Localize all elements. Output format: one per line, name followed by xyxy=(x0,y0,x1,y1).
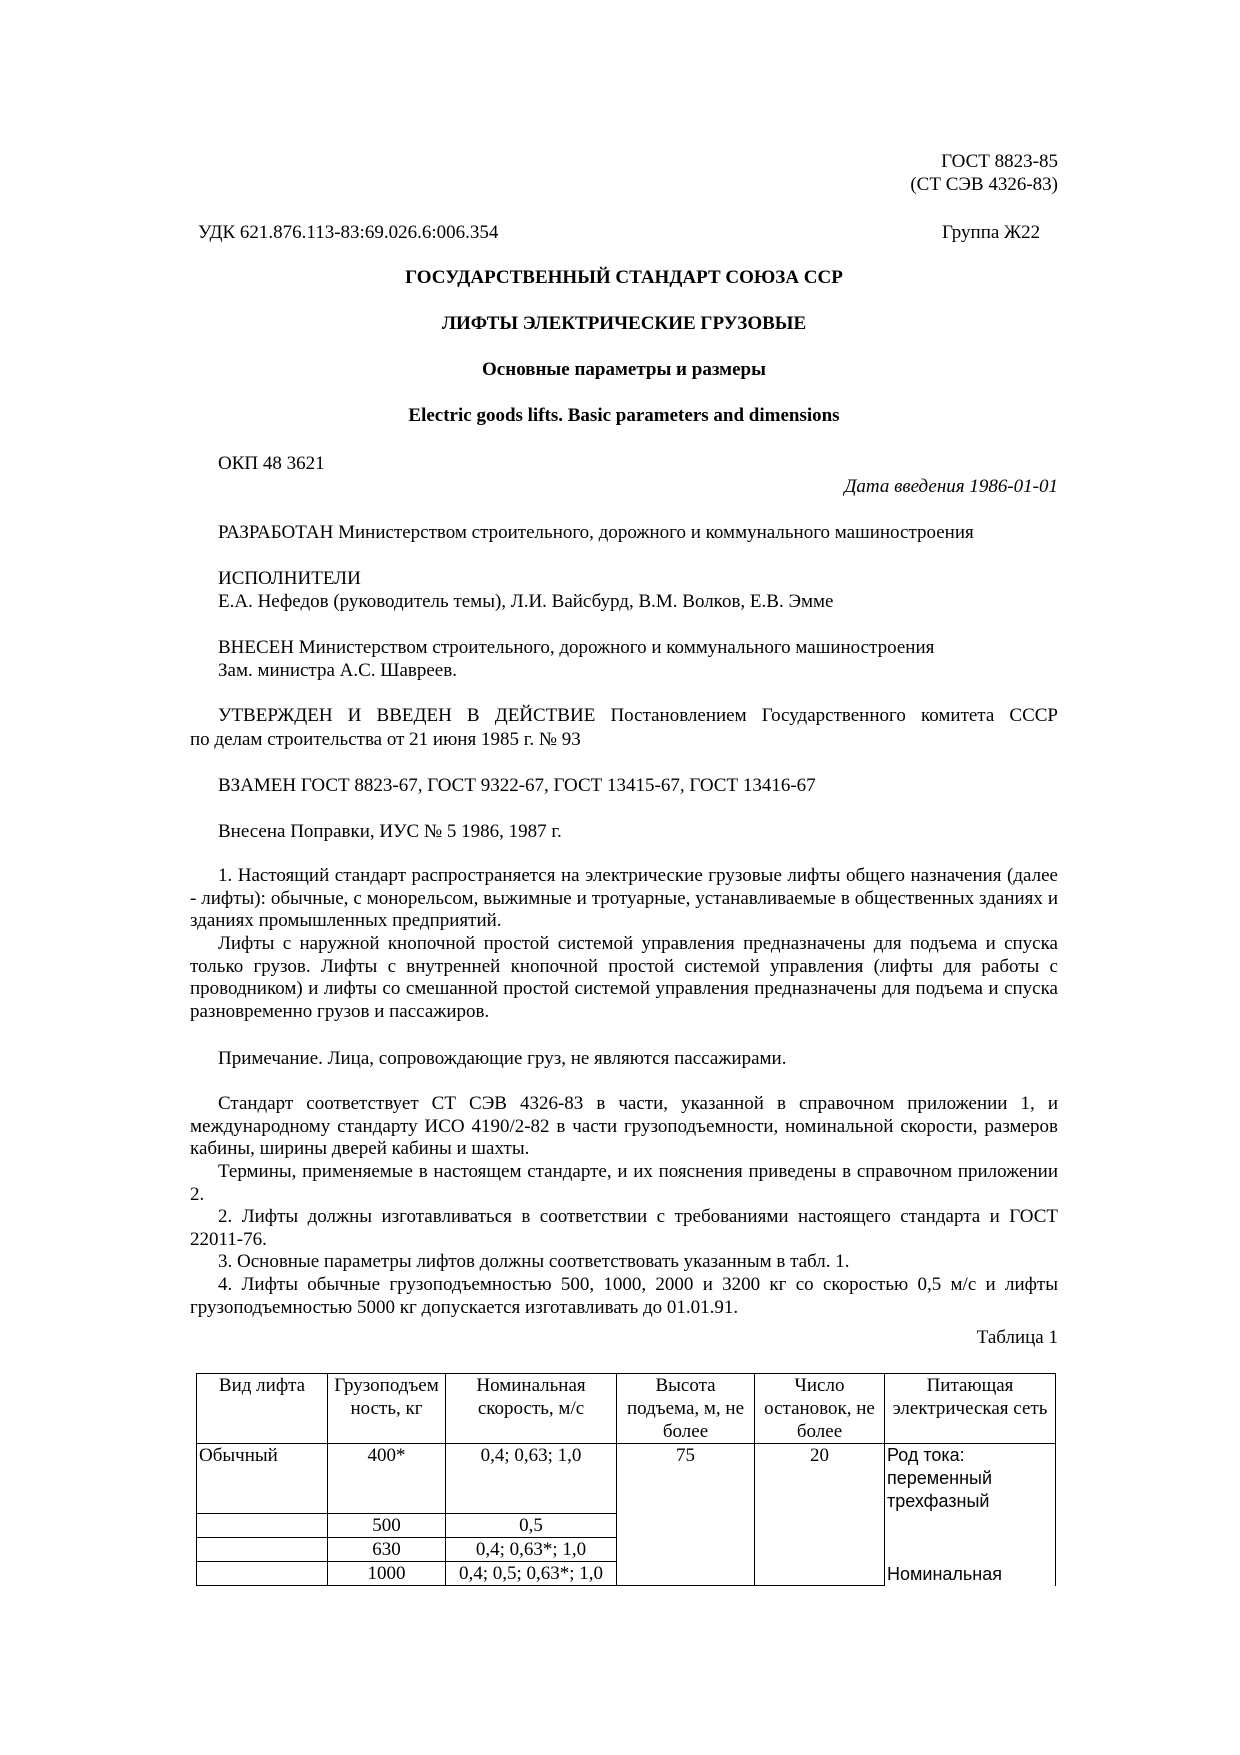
power-line-4: Номинальная xyxy=(887,1563,1002,1584)
cell-capacity: 500 xyxy=(328,1514,446,1538)
clause-3: 3. Основные параметры лифтов должны соответствовать указанным в табл. 1. xyxy=(218,1251,850,1272)
cell-capacity: 630 xyxy=(328,1538,446,1562)
cell-type xyxy=(197,1514,328,1538)
cell-speed: 0,4; 0,5; 0,63*; 1,0 xyxy=(446,1562,617,1586)
gost-number: ГОСТ 8823-85 xyxy=(941,151,1058,172)
clause-1-lifts: Лифты с наружной кнопочной простой системой управления предназначены для подъема и спуска только грузов. Лифты с внутренней кнопочной простой системой управления (лифты для работы с проводником) и лифты со смешанной простой системой управления предназначены для подъема и спуска разновременно грузов и пассажиров. xyxy=(190,933,1058,1022)
power-line-2: переменный xyxy=(887,1468,993,1488)
udk-code: УДК 621.876.113-83:69.026.6:006.354 xyxy=(198,222,499,243)
header-stops: Число остановок, не более xyxy=(755,1374,885,1444)
intro-date: Дата введения 1986-01-01 xyxy=(844,476,1058,497)
clause-4: 4. Лифты обычные грузоподъемностью 500, 1000, 2000 и 3200 кг со скоростью 0,5 м/с и лифты грузоподъемностью 5000 кг допускается изготавливать до 01.01.91. xyxy=(190,1274,1058,1318)
okp-code: ОКП 48 3621 xyxy=(218,453,325,474)
replaces: ВЗАМЕН ГОСТ 8823-67, ГОСТ 9322-67, ГОСТ 13415-67, ГОСТ 13416-67 xyxy=(218,775,816,796)
cell-speed: 0,5 xyxy=(446,1514,617,1538)
clause-1: 1. Настоящий стандарт распространяется на электрические грузовые лифты общего назначения (далее - лифты): обычные, с монорельсом, выжимные и тротуарные, устанавливаемые в общественных зданиях и зданиях промышленных предприятий. xyxy=(190,865,1058,931)
power-line-1: Род тока: xyxy=(887,1445,965,1465)
st-sev-number: (СТ СЭВ 4326-83) xyxy=(910,174,1058,195)
group-code: Группа Ж22 xyxy=(942,222,1041,243)
approved-line-1: УТВЕРЖДЕН И ВВЕДЕН В ДЕЙСТВИЕ Постановлением Государственного комитета СССР xyxy=(218,705,1058,726)
power-line-3: трехфазный xyxy=(887,1491,990,1511)
cell-height: 75 xyxy=(617,1444,755,1586)
parameters-table xyxy=(196,1373,1056,1586)
cell-capacity: 1000 xyxy=(328,1562,446,1586)
amendments: Внесена Поправки, ИУС № 5 1986, 1987 г. xyxy=(218,821,562,842)
english-title: Electric goods lifts. Basic parameters and dimensions xyxy=(408,405,840,426)
cell-type xyxy=(197,1538,328,1562)
cell-speed: 0,4; 0,63; 1,0 xyxy=(446,1444,617,1514)
cell-type: Обычный xyxy=(197,1444,328,1514)
terms-paragraph: Термины, применяемые в настоящем стандарте, и их пояснения приведены в справочном приложении 2. xyxy=(190,1161,1058,1205)
cell-speed: 0,4; 0,63*; 1,0 xyxy=(446,1538,617,1562)
cell-power-current xyxy=(885,1444,1056,1514)
header-type: Вид лифта xyxy=(197,1374,328,1444)
clause-2: 2. Лифты должны изготавливаться в соответствии с требованиями настоящего стандарта и ГОСТ 22011-76. xyxy=(190,1206,1058,1250)
cell-stops: 20 xyxy=(755,1444,885,1586)
approved-line-2: по делам строительства от 21 июня 1985 г. № 93 xyxy=(190,729,581,750)
header-speed: Номинальная скорость, м/с xyxy=(446,1374,617,1444)
document-title: ЛИФТЫ ЭЛЕКТРИЧЕСКИЕ ГРУЗОВЫЕ xyxy=(441,313,807,334)
performers-list: Е.А. Нефедов (руководитель темы), Л.И. Вайсбурд, В.М. Волков, Е.В. Эмме xyxy=(218,591,834,612)
note: Примечание. Лица, сопровождающие груз, не являются пассажирами. xyxy=(218,1048,787,1069)
performers-title: ИСПОЛНИТЕЛИ xyxy=(218,568,361,589)
deputy-minister: Зам. министра А.С. Шавреев. xyxy=(218,660,457,681)
table-label: Таблица 1 xyxy=(976,1327,1058,1348)
cell-type xyxy=(197,1562,328,1586)
state-standard-title: ГОСУДАРСТВЕННЫЙ СТАНДАРТ СОЮЗА ССР xyxy=(405,267,843,288)
table-row xyxy=(197,1444,1056,1514)
table-header-row xyxy=(197,1374,1056,1444)
header-height: Высота подъема, м, не более xyxy=(617,1374,755,1444)
conformity-paragraph: Стандарт соответствует СТ СЭВ 4326-83 в части, указанной в справочном приложении 1, и международному стандарту ИСО 4190/2-82 в части грузоподъемности, номинальной скорости, размеров кабины, ширины дверей кабины и шахты. xyxy=(190,1093,1058,1159)
header-power: Питающая электрическая сеть xyxy=(885,1374,1056,1444)
document-subtitle: Основные параметры и размеры xyxy=(482,359,766,380)
introduced-by: ВНЕСЕН Министерством строительного, дорожного и коммунального машиностроения xyxy=(218,637,935,658)
header-capacity: Грузоподъем ность, кг xyxy=(328,1374,446,1444)
cell-capacity: 400* xyxy=(328,1444,446,1514)
cell-power-voltage xyxy=(885,1514,1056,1586)
developed-by: РАЗРАБОТАН Министерством строительного, дорожного и коммунального машиностроения xyxy=(218,522,974,543)
